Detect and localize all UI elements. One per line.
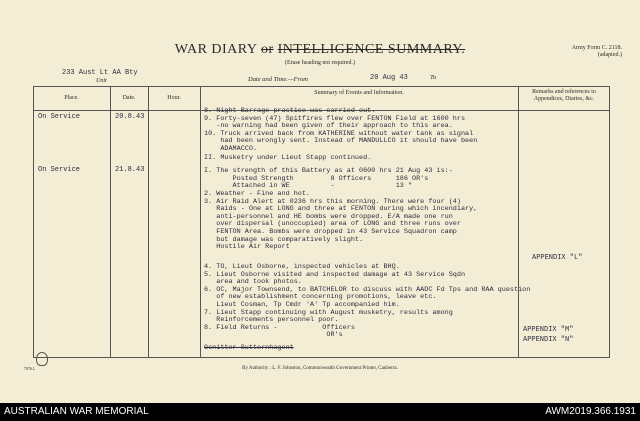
row-date: 20.8.43 bbox=[115, 113, 145, 121]
remark-appendix-n: APPENDIX "N" bbox=[523, 336, 574, 344]
remark-appendix-l: APPENDIX "L" bbox=[532, 254, 583, 262]
form-code: 7076.L bbox=[24, 366, 36, 371]
form-number-text: Army Form C. 2118. bbox=[571, 45, 622, 51]
institution-caption: AUSTRALIAN WAR MEMORIAL bbox=[4, 406, 149, 417]
printer-mark-icon bbox=[36, 352, 48, 366]
form-number-note: (adapted.) bbox=[597, 52, 622, 58]
printer-authority: By Authority : L. F. Johnston, Commonwealth Government Printer, Canberra. bbox=[242, 366, 398, 371]
row-date: 21.8.43 bbox=[115, 166, 145, 174]
diary-entry-struck: Gcnitter Sutternhagent bbox=[204, 344, 294, 352]
column-divider bbox=[148, 86, 149, 357]
column-divider bbox=[200, 86, 201, 357]
column-header-hour: Hour. bbox=[167, 95, 181, 101]
column-header-remarks: Remarks and references to Appendices, Diaries, &c. bbox=[532, 89, 596, 102]
table-border-right bbox=[609, 86, 610, 357]
form-number bbox=[572, 45, 622, 59]
form-subtitle: (Erase heading not required.) bbox=[285, 60, 355, 66]
diary-entry: I. The strength of this Battery as at 0600 hrs 21 Aug 43 is:- Posted Strength 8 Officers 186 OR's Attached in WE - 13 " bbox=[204, 167, 453, 191]
row-place: On Service bbox=[38, 166, 81, 174]
table-bottom-rule bbox=[33, 357, 610, 358]
unit-label: Unit bbox=[96, 78, 107, 84]
column-header-place: Place. bbox=[64, 95, 79, 101]
remark-appendix-m: APPENDIX "M" bbox=[523, 326, 574, 334]
date-to-label: To bbox=[430, 74, 437, 81]
diary-entry: 4. TO, Lieut Osborne, inspected vehicles at BHQ. 5. Lieut Osborne visited and inspected damage at 43 Service Sqdn area and took photos. 6. OC, Major Townsend, to BATCHELOR to discuss with AADC Fd Tps and RAA question of new establishment concerning promotions, leave etc. Lieut Cosman, Tp Cmdr 'A' Tp accompanied him. 7. Lieut Stapp continuing with August musketry, results among Reinforcements personnel poor. 8. Field Returns - Officers OR's bbox=[204, 263, 531, 340]
diary-entry: 2. Weather - Fine and hot. 3. Air Raid Alert at 0236 hrs this morning. There were four (4) Raids - One at LONG and three at FENTON during which incendiary, anti-personnel and HE bombs were dropped. E/A made one run over dispersal (unoccupied) area of LONG and three runs over FENTON Area. Bombs were dropped in 43 Service Squadron camp but damage was comparatively slight. Hostile Air Report bbox=[204, 190, 478, 252]
title-intelligence-summary: INTELLIGENCE SUMMARY. bbox=[277, 42, 466, 57]
column-header-date: Date. bbox=[122, 95, 136, 101]
column-divider bbox=[110, 86, 111, 357]
date-from: 20 Aug 43 bbox=[370, 74, 408, 82]
date-from-value bbox=[370, 74, 436, 82]
table-top-rule bbox=[33, 86, 610, 87]
table-border-left bbox=[33, 86, 34, 357]
unit-value: 233 Aust Lt AA Bty bbox=[62, 69, 138, 77]
diary-entry: II. Musketry under Lieut Stapp continued. bbox=[204, 154, 372, 162]
datetime-label: Date and Time.—From bbox=[248, 76, 308, 83]
form-title bbox=[0, 42, 640, 58]
title-or: or bbox=[260, 42, 274, 57]
column-header-summary: Summary of Events and Information. bbox=[314, 90, 404, 96]
reference-caption: AWM2019.366.1931 bbox=[545, 406, 636, 417]
title-war-diary: WAR DIARY bbox=[174, 42, 257, 57]
row-place: On Service bbox=[38, 113, 81, 121]
diary-entry: 8. Night Barrage practice was carried out. 9. Forty-seven (47) Spitfires flew over FENTON Field at 1600 hrs -no warning had been given of their approach to this area. 10. Truck arrived back from KATHERINE without water tank as signal had been wrongly sent. Instead of MANDULLCO it should have been ADAMACCO. bbox=[204, 107, 478, 153]
